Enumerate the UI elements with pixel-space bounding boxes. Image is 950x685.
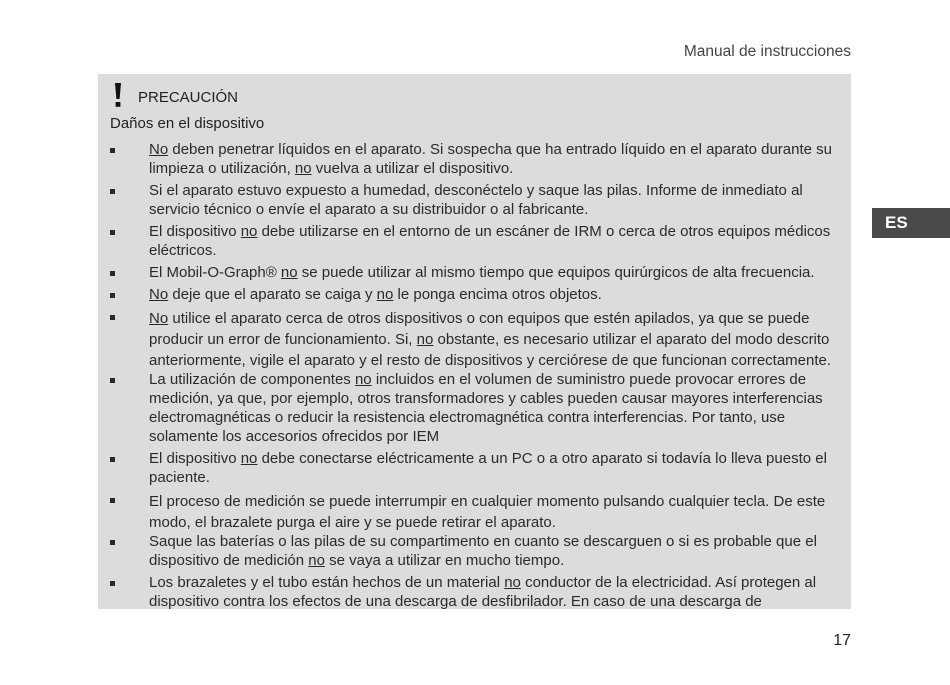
caution-list bbox=[110, 141, 843, 609]
list-item-text: deje que el aparato se caiga y bbox=[168, 286, 377, 304]
list-item bbox=[110, 533, 843, 571]
list-item-text: El dispositivo bbox=[149, 449, 241, 467]
underlined-word: no bbox=[240, 222, 258, 240]
list-item-text: debe utilizarse en el entorno de un escáner de IRM o cerca de otros equipos médicos eléctricos. bbox=[149, 222, 831, 259]
underlined-word: no bbox=[354, 371, 372, 389]
language-tab: ES bbox=[872, 208, 950, 238]
exclamation-icon bbox=[110, 82, 126, 108]
caution-header bbox=[110, 80, 238, 110]
underlined-word: No bbox=[149, 310, 169, 328]
underlined-word: no bbox=[294, 159, 312, 177]
list-item-text: deben penetrar líquidos en el aparato. Si sospecha que ha entrado líquido en el aparato durante su limpieza o utilización, bbox=[149, 141, 833, 177]
list-item-text: El proceso de medición se puede interrumpir en cualquier momento pulsando cualquier tecla. De este modo, el brazalete purga el aire y se puede retirar el aparato. bbox=[149, 492, 826, 531]
list-item-text: vuelva a utilizar el dispositivo. bbox=[311, 159, 514, 177]
underlined-word: no bbox=[376, 286, 394, 304]
list-item-text: se vaya a utilizar en mucho tiempo. bbox=[324, 551, 565, 569]
list-item-text: debe conectarse eléctricamente a un PC o a otro aparato si todavía lo lleva puesto el paciente. bbox=[149, 449, 827, 486]
list-item-text: obstante, es necesario utilizar el aparato del modo descrito anteriormente, vigile el aparato y el resto de dispositivos y cerciórese de que funcionan correctamente. bbox=[149, 331, 832, 370]
list-item-text: incluidos en el volumen de suministro puede provocar errores de medición, ya que, por ejemplo, otros transformadores y cables pueden causar mayores interferencias electromagnéticas o reducir la resistencia electromagnética contra interferencias. Por tanto, use solamente los accesorios ofrecidos por IEM bbox=[149, 371, 823, 445]
caution-box bbox=[98, 74, 851, 609]
list-item bbox=[110, 141, 843, 179]
underlined-word: no bbox=[504, 573, 521, 591]
list-item bbox=[110, 182, 843, 220]
list-item bbox=[110, 286, 843, 305]
list-item bbox=[110, 371, 843, 446]
list-item-text: Saque las baterías o las pilas de su compartimento en cuanto se descarguen o si es probable que el dispositivo de medición bbox=[149, 532, 817, 569]
underlined-word: no bbox=[308, 551, 325, 569]
underlined-word: no bbox=[416, 331, 434, 349]
caution-label: PRECAUCIÓN bbox=[138, 88, 239, 106]
list-item-text: se puede utilizar al mismo tiempo que equipos quirúrgicos de alta frecuencia. bbox=[297, 263, 815, 281]
list-item-text: conductor de la electricidad. Así protegen al dispositivo contra los efectos de una descarga de desfibrilador. En caso de una descarga de bbox=[149, 573, 817, 609]
underlined-word: no bbox=[240, 449, 258, 467]
list-item-text: Si el aparato estuvo expuesto a humedad, desconéctelo y saque las pilas. Informe de inmediato al servicio técnico o envíe el aparato a su distribuidor o al fabricante. bbox=[149, 181, 803, 218]
list-item bbox=[110, 574, 843, 609]
page-number: 17 bbox=[833, 632, 851, 649]
list-item-text: La utilización de componentes bbox=[149, 371, 355, 389]
list-item-text: Los brazaletes y el tubo están hechos de un material bbox=[149, 573, 505, 591]
list-item bbox=[110, 223, 843, 261]
list-item bbox=[110, 450, 843, 488]
underlined-word: No bbox=[149, 141, 169, 158]
list-item bbox=[110, 308, 843, 371]
list-item-text: El Mobil-O-Graph® bbox=[149, 263, 281, 281]
list-item-text: El dispositivo bbox=[149, 222, 241, 240]
page-header-title: Manual de instrucciones bbox=[683, 43, 851, 60]
list-item bbox=[110, 264, 843, 283]
list-item bbox=[110, 491, 843, 533]
underlined-word: no bbox=[280, 263, 298, 281]
list-item-text: utilice el aparato cerca de otros dispositivos o con equipos que estén apilados, ya que se puede producir un error de funcionamiento. Si, bbox=[149, 310, 810, 349]
list-item-text: le ponga encima otros objetos. bbox=[393, 286, 602, 304]
underlined-word: No bbox=[149, 286, 169, 304]
section-heading: Daños en el dispositivo bbox=[110, 115, 265, 132]
